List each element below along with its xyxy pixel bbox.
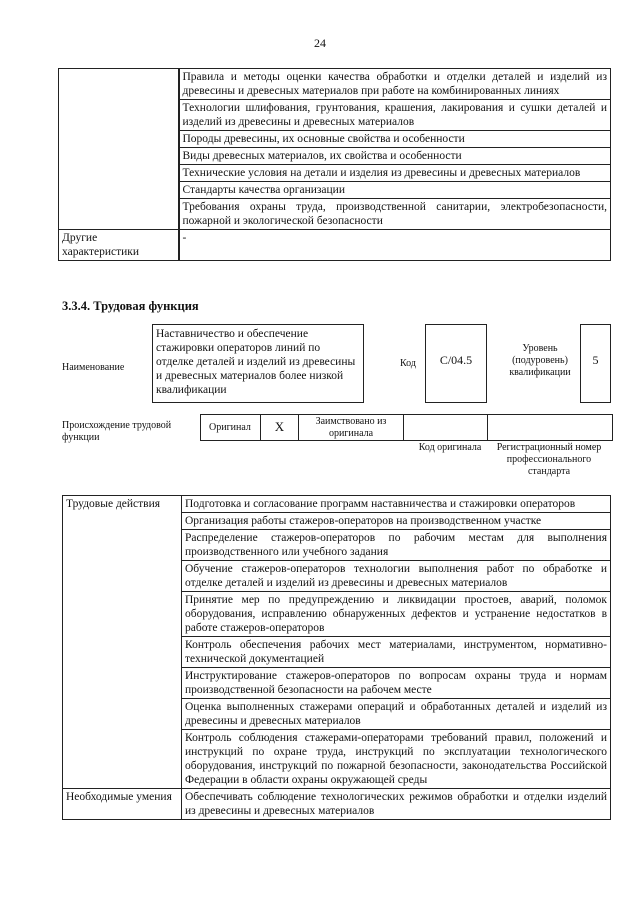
original-mark: X xyxy=(261,415,299,440)
level-label: Уровень (подуровень) квалификации xyxy=(509,343,571,378)
other-characteristics-label: Другие характеристики xyxy=(59,230,179,261)
action-item: Подготовка и согласование программ наставничества и стажировки операторов xyxy=(182,496,611,513)
action-item: Оценка выполненных стажерами операций и обработанных деталей и изделий из древесины и древесных материалов xyxy=(182,699,611,730)
borrowed-label: Заимствовано из оригинала xyxy=(299,415,404,440)
actions-label: Трудовые действия xyxy=(63,496,182,789)
action-item: Контроль обеспечения рабочих мест материалами, инструментом, нормативно-технической документацией xyxy=(182,637,611,668)
table-row xyxy=(63,496,611,513)
name-label: Наименование xyxy=(62,362,125,373)
knowledge-item: Виды древесных материалов, их свойства и особенности xyxy=(179,148,611,165)
action-item: Принятие мер по предупреждению и ликвидации простоев, аварий, поломок оборудования, исправлению обнаруженных дефектов и устранение недостатков в работе стажеров-операторов xyxy=(182,592,611,637)
knowledge-item: Требования охраны труда, производственной санитарии, электробезопасности, пожарной и экологической безопасности xyxy=(179,199,611,230)
knowledge-item: Технические условия на детали и изделия из древесины и древесных материалов xyxy=(179,165,611,182)
table-row xyxy=(59,69,611,100)
other-characteristics-value: - xyxy=(179,230,611,261)
origin-code-label: Код оригинала xyxy=(418,442,482,453)
skills-label: Необходимые умения xyxy=(63,789,182,820)
knowledge-item: Породы древесины, их основные свойства и особенности xyxy=(179,131,611,148)
code-value-box: С/04.5 xyxy=(425,324,487,403)
labor-actions-table xyxy=(62,495,611,820)
knowledge-item: Технологии шлифования, грунтования, крашения, лакирования и сушки деталей и изделий из древесины и древесных материалов xyxy=(179,100,611,131)
knowledge-item: Правила и методы оценки качества обработки и отделки деталей и изделий из древесины и древесных материалов при работе на комбинированных линиях xyxy=(179,69,611,100)
origin-code-cell xyxy=(404,415,488,440)
action-item: Организация работы стажеров-операторов на производственном участке xyxy=(182,513,611,530)
knowledge-item: Стандарты качества организации xyxy=(179,182,611,199)
action-item: Контроль соблюдения стажерами-операторами требований правил, положений и инструкций по охране труда, инструкций по эксплуатации технологического оборудования, инструкций по пожарной безопасности, законодательства Российской Федерации в области охраны окружающей среды xyxy=(182,730,611,789)
skill-item: Обеспечивать соблюдение технологических режимов обработки и отделки изделий из древесины и древесных материалов xyxy=(182,789,611,820)
table-row xyxy=(59,230,611,261)
code-label: Код xyxy=(400,358,416,369)
section-title: 3.3.4. Трудовая функция xyxy=(62,299,199,313)
action-item: Обучение стажеров-операторов технологии выполнения работ по обработке и отделке деталей и изделий из древесины и древесных материалов xyxy=(182,561,611,592)
origin-row xyxy=(200,414,613,441)
page-number: 24 xyxy=(314,36,326,50)
function-name-box: Наставничество и обеспечение стажировки операторов линий по отделке деталей и изделий из древесины и древесных материалов более низкой квалификации xyxy=(152,324,364,403)
action-item: Инструктирование стажеров-операторов по вопросам охраны труда и нормам производственной безопасности на рабочем месте xyxy=(182,668,611,699)
continued-knowledge-table xyxy=(58,68,611,261)
origin-label: Происхождение трудовой функции xyxy=(62,420,172,443)
action-item: Распределение стажеров-операторов по рабочим местам для выполнения производственного или учебного задания xyxy=(182,530,611,561)
original-label: Оригинал xyxy=(201,415,261,440)
empty-label-cell xyxy=(59,69,179,230)
table-row xyxy=(63,789,611,820)
level-value-box: 5 xyxy=(580,324,611,403)
reg-number-label: Регистрационный номер профессионального стандарта xyxy=(496,442,602,477)
